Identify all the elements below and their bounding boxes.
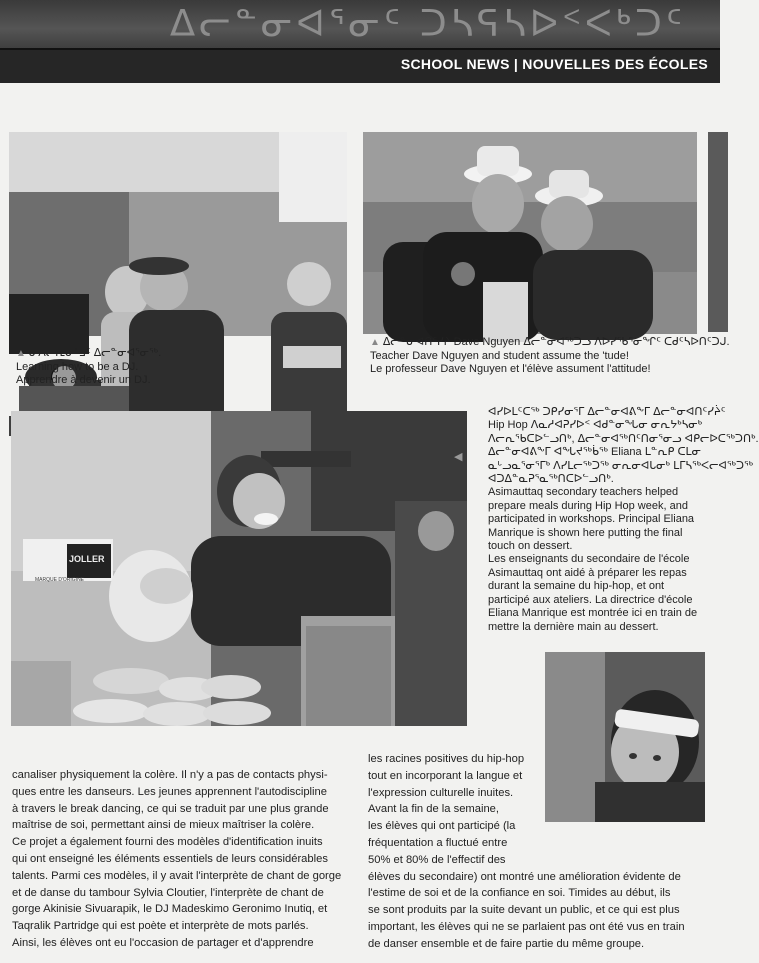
body-column-right: les racines positives du hip-hop tout en incorporant la langue et l'expression culturelle inuites. Avant la fin de la semaine, les élèves qui ont participé (la fréquentation a fluctué entre 50% et 80% de l'effectif des élèves du secondaire) ont montré une amélioration évidente de l'estime de soi et de la confiance en soi. Timides au début, ils se sont produits par la suite devant un public, et ce qui est plus important, les élèves qui ne se parlaient pas ont été vus en train de danser ensemble et de faire partie du même groupe. — [368, 753, 685, 950]
photo-principal-dessert — [11, 411, 467, 726]
body-column-left: canaliser physiquement la colère. Il n'y a pas de contacts physi- ques entre les danseurs. Les jeunes apprennent l'autodiscipline à travers le break dancing, ce qui se traduit par une plus grande maîtrise de soi, permettant ainsi de mieux maîtriser la colère. Ce projet a également fourni des modèles d'identification inuits qui ont enseigné les éléments essentiels de leurs considérables talents. Parmi ces modèles, il y avait l'interprète de chant de gorge et de danse du tambour Sylvia Cloutier, l'interprète de chant de gorge Akinisie Sivuarapik, le DJ Madeskimo Geronimo Inutiq, et Taqralik Partridge qui est poète et interprète de mots parlés. Ainsi, les élèves ont eu l'occasion de partager et d'apprendre — [12, 769, 342, 949]
caption-dj: ▲ ᓂᐱᓕᕆᓂᕐᒧᑦ ᐃᓕᓐᓂᐊᕐᓂᖅ. Learning how to be a DJ. Apprendre à devenir un DJ. — [16, 347, 162, 386]
caption-marker-icon: ▲ — [16, 348, 26, 359]
header-band — [0, 0, 720, 48]
caption-marker-icon: ▲ — [370, 337, 380, 348]
caption-teacher: ▲ ᐃᓕᓐᓂᐊᑎᑦᓯᔨ Dave Nguyen ᐃᓕᓐᓂᐊᖅᑐᓗ ᐱᐅᓯᖃᕐᓂᖏᑦ ᑕᑯᑦᓴᐅᑎᑦᑐᒍ. Teacher Dave Nguyen and student assume the 'tude! Le professeur Dave Nguyen et l'élève assument l'attitude! — [370, 336, 730, 375]
photo-dj-lesson — [9, 132, 347, 336]
photo-teacher-attitude — [363, 132, 697, 334]
section-title: SCHOOL NEWS | NOUVELLES DES ÉCOLES — [400, 56, 708, 72]
photo-edge-fragment — [708, 132, 728, 332]
section-bar — [0, 48, 720, 83]
box-brand-text: JOLLER — [69, 554, 105, 564]
syllabic-masthead: ᐃᓕᓐᓂᐊᕐᓂᑦ ᑐᓴᕋᓴᐅᑉᐸᒃᑐᑦ — [169, 2, 686, 45]
box-subtitle-text: MARQUE D'ORIGINE — [35, 577, 85, 583]
caption-pointer-icon: ◀ — [454, 450, 463, 463]
caption-dessert: ᐊᓯᐅᒪᑦᑕᖅ ᑐᑭᓯᓂᕐᒥ ᐃᓕᓐᓂᐊᕕᖕᒥ ᐃᓕᓐᓂᐊᑎᑦᓯᔩᑦ Hip Hop ᐱᓇᓱᐊᕈᓯᐅᑉ ᐊᑯᓐᓂᖓᓂ ᓂᕆᔭᒃᓴᓂᒃ ᐱᓕᕆᖃᑕᐅᓪᓗᑎᒃ, ᐃᓕᓐᓂᐊᖅᑎᑦᑎᓂᕐᓂᓗ ᐊᑭᓕᐅᑕᖅᑐᑎᒃ. ᐃᓕᓐᓂᐊᕕᖕᒥ ᐊᖓᔪᖅᑳᖅ Eliana ᒪᓐᕆᑭ ᑕᒪᓂ ᓇᒡᓗᓇᕐᓂᕐᒥᒃ ᐱᓯᒪᓕᖅᑐᖅ ᓂᕆᓂᐊᒐᓂᒃ ᒪᒥᓴᖅᐸᓕᐊᖅᑐᖅ ᐊᑐᐃᓐᓇᕈᕐᓇᖅᑎᑕᐅᓪᓗᑎᒃ. Asimauttaq secondary teachers helped prepare meals during Hip Hop week, and participated in workshops. Principal Eliana Manrique is shown here putting the final touch on dessert. Les enseignants du secondaire de l'école Asimauttaq ont aidé à préparer les repas durant la semaine du hip-hop, et ont participé aux ateliers. La directrice d'école Eliana Manrique est montrée ici en train de mettre la dernière main au dessert. — [488, 406, 759, 633]
